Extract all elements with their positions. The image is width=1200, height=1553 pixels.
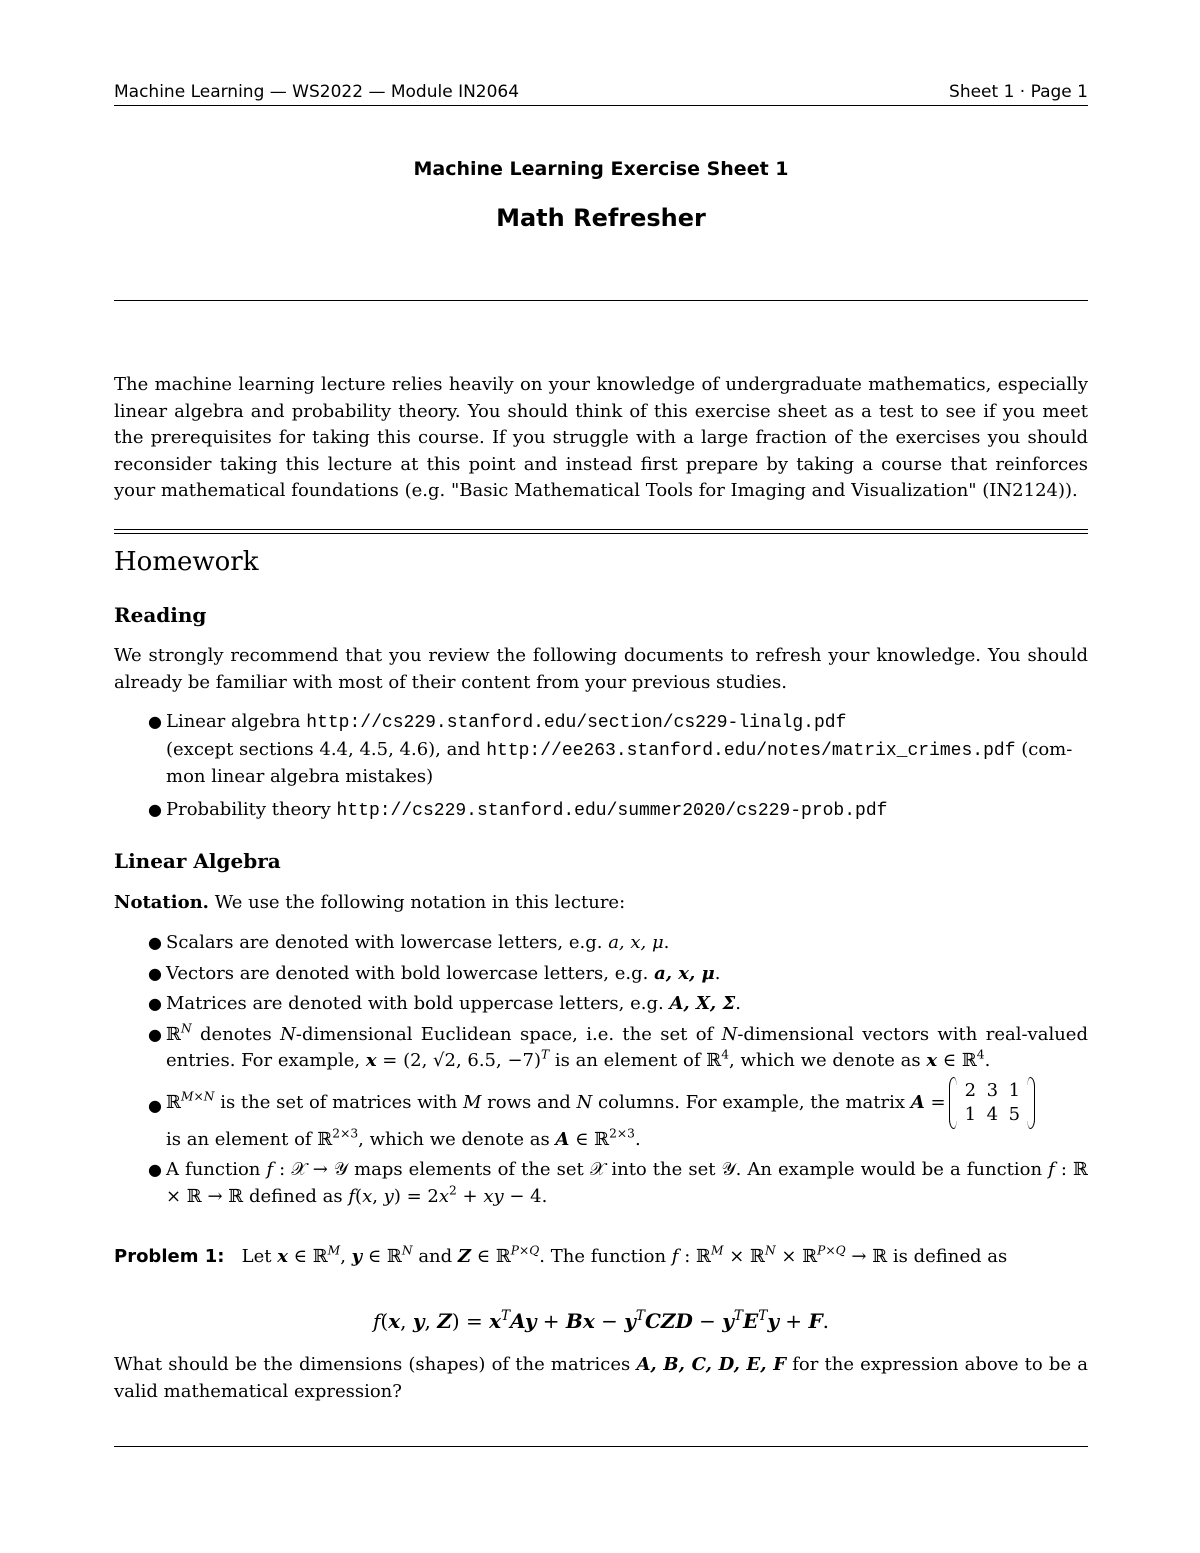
matrix-crimes-link[interactable]: http://ee263.stanford.edu/notes/matrix_crimes.pdf	[486, 740, 1016, 761]
math-expr: x = (2, √2, 6.5, −7)$^T$	[365, 1047, 550, 1071]
matrix-row	[959, 1080, 1025, 1101]
problem-text: for the expression above to be a valid mathematical expression?	[114, 1354, 1088, 1402]
matrix-cell: 3	[986, 1079, 999, 1101]
math-expr: M	[462, 1091, 482, 1113]
reading-item-text: mon linear algebra mistakes)	[166, 766, 434, 787]
bullet-icon: ●	[148, 963, 162, 983]
right-paren-icon	[1026, 1077, 1035, 1129]
notation-item-text: A function	[166, 1159, 261, 1180]
math-expr: N	[721, 1023, 738, 1045]
math-expr: ℝ$^{M\times N}$	[166, 1089, 215, 1113]
matrix-cell: 5	[1008, 1103, 1021, 1125]
list-item: ● Vectors are denoted with bold lowercase letters, e.g. a, x, μ.	[114, 961, 1088, 988]
math-expr: A ∈ ℝ$^{2\times 3}$	[555, 1126, 635, 1150]
section-rule-top	[114, 529, 1088, 530]
notation-item-text: is an element of	[166, 1128, 312, 1150]
matrix-row	[959, 1104, 1025, 1125]
math-matrices: A, X, Σ	[669, 993, 736, 1014]
problem-text: . The function	[539, 1246, 667, 1267]
homework-heading: Homework	[114, 547, 259, 577]
math-expr: f : 𝒳 → 𝒴	[266, 1159, 349, 1180]
bullet-icon: ●	[148, 1024, 162, 1044]
page-header	[114, 82, 1088, 106]
math-expr: N	[280, 1023, 296, 1045]
notation-item-text: into the set	[611, 1159, 716, 1180]
list-item: ● ℝ$^N$ denotes N-dimensional Euclidean space, i.e. the set of N-dimensional vectors with real-valued entries. For example, x = (2, √2, 6.5, −7)$^T$ is an element of ℝ$^4$, which we denote as x ∈ ℝ$^4$.	[148, 1021, 1088, 1071]
list-item: ● Matrices are denoted with bold uppercase letters, e.g. A, X, Σ.	[114, 991, 1088, 1018]
sheet-title: Machine Learning Exercise Sheet 1	[413, 158, 789, 180]
math-expr: A =	[910, 1091, 946, 1113]
list-item	[114, 709, 1088, 791]
notation-item-text: columns. For example, the matrix	[598, 1091, 906, 1113]
math-expr: 𝒴	[721, 1159, 736, 1180]
bullet-icon: ●	[148, 933, 162, 952]
notation-list	[114, 930, 1088, 1210]
reading-item-label: Linear algebra	[166, 711, 301, 732]
problem-1	[114, 1244, 1088, 1271]
notation-item-text: -dimensional vectors with real-valued entries. For example,	[166, 1023, 1088, 1071]
bullet-icon: ●	[148, 712, 162, 731]
notation-item-text: Scalars are denoted with lowercase letters, e.g.	[166, 932, 603, 953]
problem-equation: f(x, y, $Z) = x^TAy + Bx - y^TCZD - y^TE^Ty + F$.	[372, 1307, 829, 1333]
linear-algebra-heading: Linear Algebra	[114, 849, 281, 873]
problem-question	[114, 1352, 1088, 1405]
reading-paragraph: We strongly recommend that you review the following documents to refresh your knowledge. You should already be familiar with most of their content from your previous studies.	[114, 645, 1088, 693]
linalg-link[interactable]: http://cs229.stanford.edu/section/cs229-linalg.pdf	[306, 713, 847, 733]
notation-item-text: denotes	[200, 1023, 272, 1045]
bullet-icon: ●	[148, 1095, 162, 1115]
section-rule-bottom	[114, 533, 1088, 534]
math-expr: x ∈ ℝ$^4$	[926, 1047, 985, 1071]
header-rule	[114, 105, 1088, 106]
notation-text: We use the following notation in this lecture:	[214, 892, 626, 913]
math-scalars: a, x, μ	[608, 932, 664, 953]
header-page-number: Sheet 1 · Page 1	[949, 82, 1088, 102]
math-expr: f(x, $y) = 2x^2$ + xy − 4	[348, 1183, 542, 1207]
reading-item-text: (except sections 4.4, 4.5, 4.6), and	[166, 738, 481, 760]
sheet-subtitle: Math Refresher	[496, 204, 706, 232]
reading-heading: Reading	[114, 603, 207, 627]
notation-item-text: . An example would be a function	[735, 1159, 1043, 1180]
list-item	[114, 797, 1088, 825]
problem-text: is defined as	[892, 1246, 1008, 1267]
matrix-cell: 2	[964, 1079, 977, 1101]
header-course: Machine Learning — WS2022 — Module IN2064	[114, 82, 520, 102]
bullet-icon: ●	[148, 1160, 162, 1179]
math-expr: ℝ$^{2\times 3}$	[317, 1126, 359, 1150]
math-expr: A, B, C, D, E, F	[636, 1354, 787, 1375]
math-expr: ℝ$^N$	[166, 1021, 192, 1045]
reading-item-label: Probability theory	[166, 798, 331, 820]
bullet-icon: ●	[148, 799, 162, 819]
problem-text: What should be the dimensions (shapes) of the matrices	[114, 1354, 631, 1375]
reading-item-text: (com-	[1021, 738, 1073, 760]
notation-item-text: -dimensional Euclidean space, i.e. the set of	[295, 1023, 714, 1045]
math-expr: x ∈ ℝ$^M$, y ∈ ℝ$^N$	[277, 1243, 413, 1267]
bullet-icon: ●	[148, 994, 162, 1013]
notation-item-text: , which we denote as	[729, 1050, 921, 1071]
matrix-cell: 1	[1008, 1079, 1021, 1101]
notation-paragraph	[114, 890, 1088, 917]
math-expr: f : ℝ$^M$ × ℝ$^N$ × ℝ$^{P\times Q}$ → ℝ	[671, 1243, 888, 1267]
reading-list	[114, 709, 1088, 824]
math-expr: ℝ$^4$	[706, 1047, 730, 1071]
notation-item-text: is the set of matrices with	[220, 1091, 458, 1113]
problem-label: Problem 1:	[114, 1246, 225, 1267]
math-vectors: a, x, μ	[654, 962, 715, 984]
list-item: ● ℝ$^{M\times N}$ is the set of matrices with M rows and N columns. For example, the matrix A = 2 3 1 1 4 5 is an element of ℝ$^{2\times 3}$, which we denote as A ∈ ℝ$^{2\times 3}$.	[114, 1079, 1088, 1154]
notation-item-text: Vectors are denoted with bold lowercase letters, e.g.	[166, 962, 649, 984]
notation-item-text: defined as	[248, 1185, 343, 1207]
title-rule	[114, 300, 1088, 301]
footer-rule	[114, 1446, 1088, 1447]
math-expr: Z ∈ ℝ$^{P\times Q}$	[457, 1243, 540, 1267]
notation-item-text: , which we denote as	[358, 1128, 550, 1150]
left-paren-icon	[949, 1077, 958, 1129]
list-item: ● Scalars are denoted with lowercase letters, e.g. a, x, μ.	[114, 930, 1088, 957]
matrix-A	[951, 1079, 1033, 1127]
notation-item-text: Matrices are denoted with bold uppercase letters, e.g.	[166, 993, 664, 1014]
notation-item-text: is an element of	[554, 1050, 701, 1071]
matrix-cell: 4	[986, 1103, 999, 1125]
notation-item-text: maps elements of the set	[354, 1159, 584, 1180]
math-expr: 𝒳	[589, 1159, 606, 1180]
problem-text: and	[418, 1246, 453, 1267]
matrix-cell: 1	[964, 1103, 977, 1125]
notation-item-text: rows and	[487, 1091, 571, 1113]
list-item: ● A function f : 𝒳 → 𝒴 maps elements of the set 𝒳 into the set 𝒴. An example would be a function f : ℝ × ℝ → ℝ defined as f(x, $y) = 2x^2$ + xy − 4.	[148, 1159, 1088, 1207]
math-expr: N	[576, 1091, 593, 1113]
notation-label: Notation.	[114, 892, 209, 913]
prob-link[interactable]: http://cs229.stanford.edu/summer2020/cs229-prob.pdf	[336, 800, 888, 821]
intro-paragraph: The machine learning lecture relies heavily on your knowledge of undergraduate mathematics, especially linear algebra and probability theory. You should think of this exercise sheet as a test to see if you meet the prerequisites for taking this course. If you struggle with a large fraction of the exercises you should reconsider taking this lecture at this point and instead first prepare by taking a course that reinforces your mathematical foundations (e.g. "Basic Mathematical Tools for Imaging and Visualization" (IN2124)).	[114, 374, 1088, 501]
problem-text: Let	[241, 1246, 272, 1267]
math-expr: f : ℝ × ℝ → ℝ	[166, 1159, 1088, 1207]
